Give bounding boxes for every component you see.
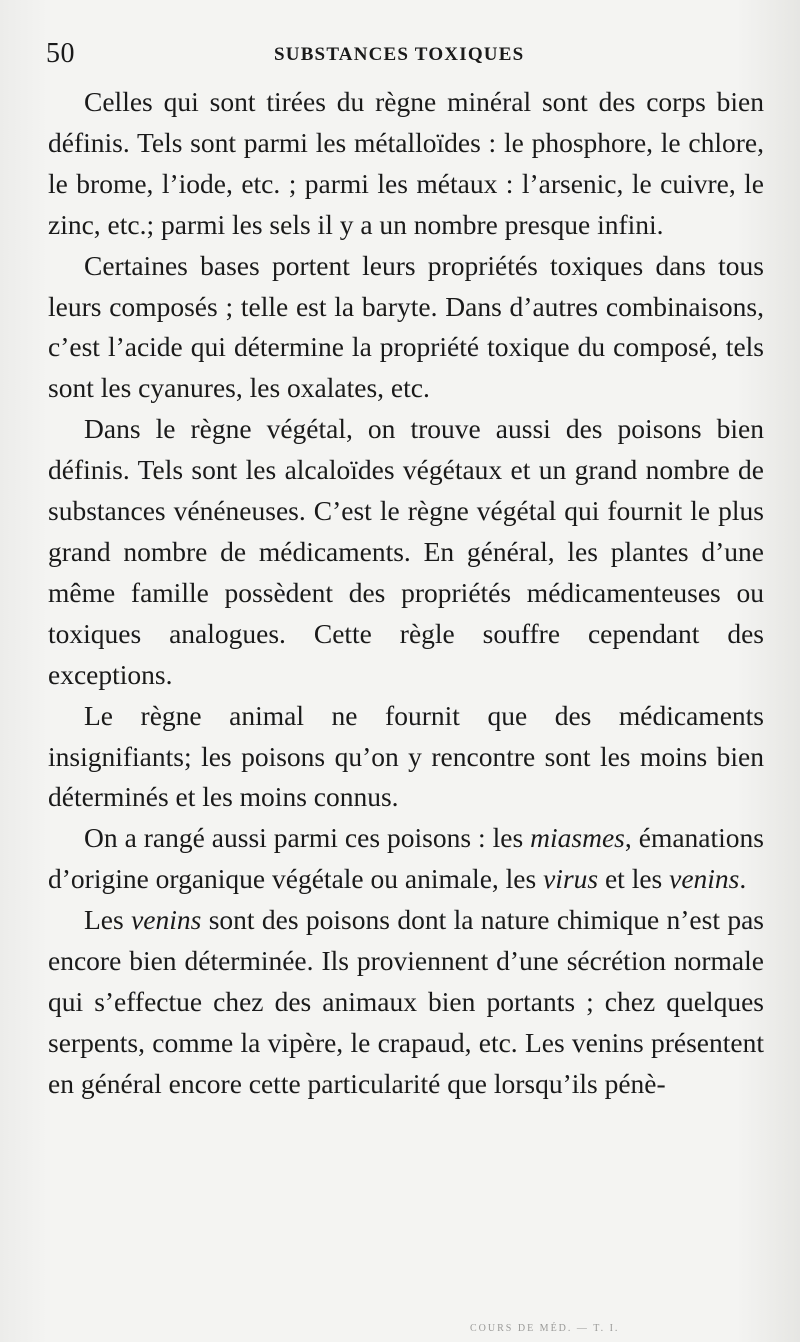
paragraph-toxic-bases: Certaines bases portent leurs propriétés toxiques dans tous leurs composés ; telle est la baryte. Dans d’autres combinaisons, c’est l’acide qui détermine la propriété toxique du composé, tels sont les cyanures, les oxalates, etc.	[48, 249, 764, 404]
paragraph-text: .	[739, 863, 747, 895]
term-miasmes: miasmes	[530, 822, 625, 854]
paragraph-vegetable-poisons: Dans le règne végétal, on trouve aussi des poisons bien définis. Tels sont les alcaloïdes végétaux et un grand nombre de substances vénéneuses. C’est le règne végétal qui fournit le plus grand nombre de médicaments. En général, les plantes d’une même famille possèdent des propriétés médicamenteuses ou toxiques analogues. Cette règle souffre cependant des exceptions.	[48, 413, 764, 690]
term-virus: virus	[543, 863, 599, 895]
paragraph-miasmes-virus-venins	[48, 818, 764, 900]
paragraph-mineral-poisons: Celles qui sont tirées du règne minéral sont des corps bien définis. Tels sont parmi les métalloïdes : le phosphore, le chlore, le brome, l’iode, etc. ; parmi les métaux : l’arsenic, le cuivre, le zinc, etc.; parmi les sels il y a un nombre presque infini.	[48, 86, 764, 240]
paragraph-animal-poisons: Le règne animal ne fournit que des médicaments insignifiants; les poisons qu’on y rencontre sont les moins bien déterminés et les moins connus.	[48, 699, 764, 813]
page-number: 50	[46, 38, 75, 69]
printer-signature: COURS DE MÉD. — T. I.	[470, 1323, 620, 1334]
paragraph-text: On a rangé aussi parmi ces poisons : les	[84, 822, 531, 854]
page-header	[46, 38, 764, 74]
paragraph-text: sont des poisons dont la nature chimique n’est pas encore bien déterminée. Ils proviennent d’une sécrétion normale qui s’effectue chez des animaux bien portants ; chez quelques serpents, comme la vipère, le crapaud, etc. Les venins présentent en général encore cette particularité que lorsqu’ils pénè-	[48, 904, 765, 1099]
paragraph-venins	[48, 900, 764, 1105]
paragraph-text: Les	[84, 904, 132, 936]
running-title: SUBSTANCES TOXIQUES	[274, 44, 525, 65]
paragraph-text: et les	[598, 863, 670, 895]
term-venins: venins	[131, 904, 202, 936]
body-text	[48, 82, 764, 1105]
paragraph-text: , émanations d’origine organique végétale ou animale, les	[48, 822, 764, 895]
term-venins: venins	[669, 863, 740, 895]
